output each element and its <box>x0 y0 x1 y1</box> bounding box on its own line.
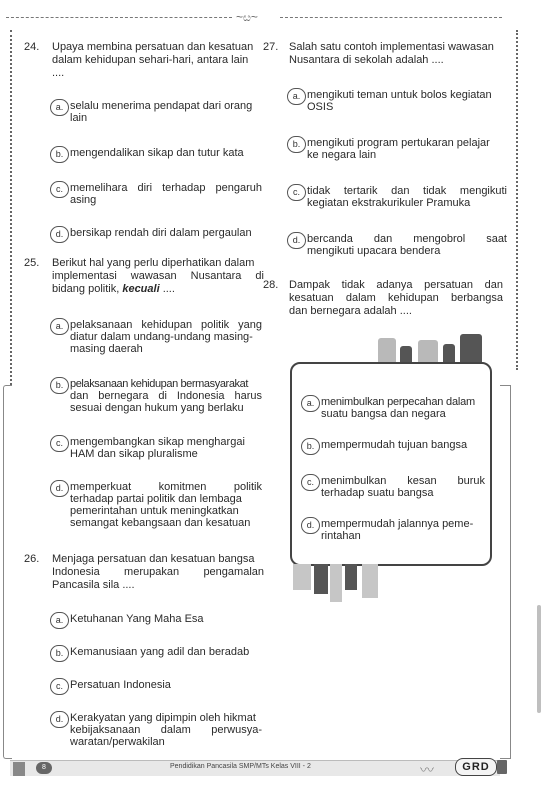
option-letter: b. <box>301 438 320 455</box>
decor-pillar <box>330 564 342 602</box>
question-text: Berikut hal yang perlu diperhatikan dalam implementasi wawasan Nusantara di bidang politik, kecuali .... <box>52 257 264 295</box>
decor-pillar <box>378 338 396 364</box>
option-letter: a. <box>50 318 69 335</box>
publisher-logo: GRD <box>455 758 497 776</box>
option-letter: b. <box>287 136 306 153</box>
decor-pillar <box>362 564 378 598</box>
option-letter: a. <box>287 88 306 105</box>
option-letter: c. <box>50 678 69 695</box>
option-letter: a. <box>50 612 69 629</box>
option-letter: a. <box>50 99 69 116</box>
scrollbar[interactable] <box>537 605 541 713</box>
option-letter: c. <box>301 474 320 491</box>
decor-pillar <box>345 564 357 590</box>
option-letter: c. <box>50 435 69 452</box>
option-letter: d. <box>50 480 69 497</box>
option-letter: d. <box>287 232 306 249</box>
top-border-right <box>280 17 502 18</box>
left-frame <box>3 385 12 759</box>
book-icon <box>497 760 507 774</box>
right-frame <box>500 385 511 759</box>
book-title: Pendidikan Pancasila SMP/MTs Kelas VIII - 2 <box>170 763 311 770</box>
decor-pillar <box>293 564 311 590</box>
question-number: 27. <box>263 41 279 53</box>
decor-pillar <box>418 340 438 364</box>
footer-accent <box>13 762 25 776</box>
right-border <box>516 30 518 370</box>
option-letter: c. <box>50 181 69 198</box>
question-text: Salah satu contoh implementasi wawasan Nusantara di sekolah adalah .... <box>289 41 494 66</box>
option-letter: b. <box>50 377 69 394</box>
decor-pillar <box>314 564 328 594</box>
decor-pillar <box>443 344 455 364</box>
option-letter: d. <box>50 711 69 728</box>
question-text: Dampak tidak adanya persatuan dan kesatuan dalam kehidupan berbangsa dan bernegara adalah .... <box>289 279 503 317</box>
question-number: 28. <box>263 279 279 291</box>
option-letter: b. <box>50 645 69 662</box>
option-letter: a. <box>301 395 320 412</box>
option-letter: c. <box>287 184 306 201</box>
page-number: 8 <box>36 762 52 774</box>
question-number: 24. <box>24 41 40 53</box>
ornament-icon: ~ೞ~ <box>236 10 258 24</box>
option-letter: b. <box>50 146 69 163</box>
question-text: Upaya membina persatuan dan kesatuan dalam kehidupan sehari-hari, antara lain .... <box>52 41 254 79</box>
question-text: Menjaga persatuan dan kesatuan bangsa Indonesia merupakan pengamalan Pancasila sila .... <box>52 553 264 591</box>
swoosh-icon: 〰 <box>420 762 434 778</box>
option-letter: d. <box>50 226 69 243</box>
question-number: 26. <box>24 553 40 565</box>
decor-pillar <box>460 334 482 364</box>
emphasis-text: kecuali <box>122 283 160 295</box>
left-border <box>10 30 12 385</box>
option-letter: d. <box>301 517 320 534</box>
question-number: 25. <box>24 257 40 269</box>
top-border-left <box>6 17 232 18</box>
